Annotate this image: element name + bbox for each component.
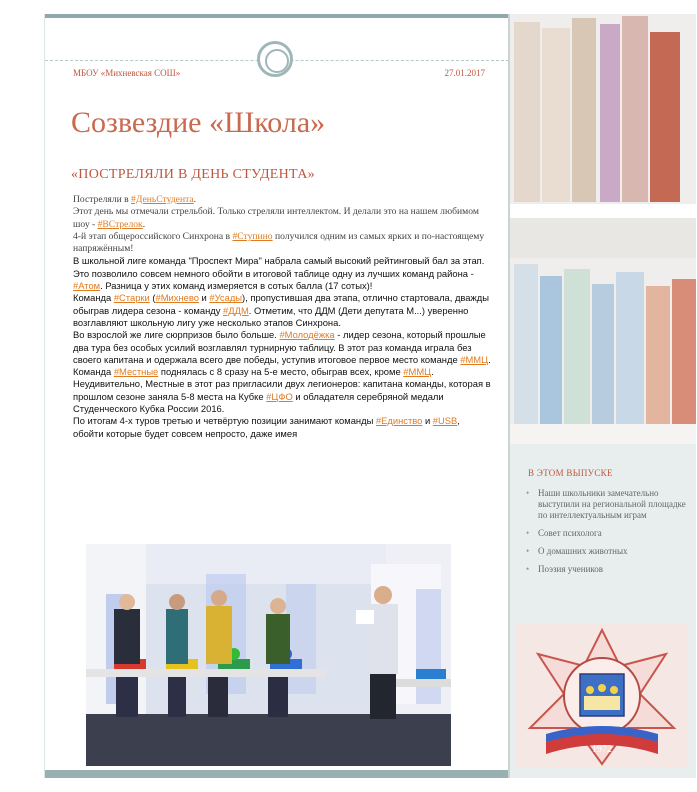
newsletter-page bbox=[44, 14, 509, 778]
sidebar bbox=[508, 14, 696, 778]
paragraph-text: По итогам 4-х туров третью и четвёртую позиции занимают команды bbox=[73, 415, 376, 427]
paragraph-text: ( bbox=[149, 292, 156, 304]
hashtag-link[interactable]: #Местные bbox=[113, 366, 159, 378]
paragraph-text: поднялась с 8 сразу на 5-е место, обыграв всех, кроме bbox=[158, 366, 404, 378]
hashtag-link[interactable]: #ДеньСтудента bbox=[131, 194, 194, 205]
paragraph-text: . bbox=[142, 218, 146, 230]
school-name: МБОУ «Михневская СОШ» bbox=[73, 68, 181, 78]
article-paragraph bbox=[73, 231, 493, 256]
page-title: Созвездие «Школа» bbox=[71, 106, 326, 139]
paragraph-text: и обладателя серебряной медали Студенческого Кубка России 2016. bbox=[73, 390, 444, 415]
article-paragraph bbox=[73, 194, 493, 206]
paragraph-text: Этот день мы отмечали стрельбой. Только стреляли интеллектом. И делали это на нашем любимом шоу - bbox=[73, 206, 479, 230]
hashtag-link[interactable]: #Молодёжка bbox=[279, 329, 335, 341]
paragraph-text: Команда bbox=[73, 366, 114, 378]
paragraph-text: . Неудивительно, Местные в этот раз пригласили двух легионеров: капитана команды, которая в прошлом сезоне заняла 5-8 места на Кубке bbox=[73, 366, 491, 402]
ornament-icon bbox=[257, 41, 293, 77]
event-photo-image bbox=[86, 544, 451, 766]
paragraph-text: . bbox=[193, 194, 197, 205]
bookshelf-image bbox=[510, 14, 696, 444]
article-paragraph bbox=[73, 329, 493, 366]
emblem-image bbox=[516, 624, 688, 768]
article-title: «ПОСТРЕЛЯЛИ В ДЕНЬ СТУДЕНТА» bbox=[71, 167, 315, 182]
article-paragraph bbox=[73, 415, 493, 440]
paragraph-text: - лидер сезона, который прошлые два тура без особых усилий возглавлял турнирную таблицу. В этот раз команда играла без своего капитана и одержала всего две победы, уступив итоговое первое место команде bbox=[73, 329, 486, 365]
bottom-band bbox=[45, 770, 509, 778]
emblem-year: 1972 bbox=[592, 744, 612, 755]
paragraph-text: Команда bbox=[73, 292, 114, 304]
hashtag-link[interactable]: #USB bbox=[432, 415, 458, 427]
hashtag-link[interactable]: #Единство bbox=[375, 415, 423, 427]
paragraph-text: получился одним из самых ярких и по-настоящему напряжённым! bbox=[73, 230, 485, 255]
issue-contents-heading: В ЭТОМ ВЫПУСКЕ bbox=[528, 468, 613, 478]
hashtag-link[interactable]: #ДДМ bbox=[223, 304, 249, 316]
hashtag-link[interactable]: #Усады bbox=[209, 292, 243, 304]
hashtag-link[interactable]: #Ступино bbox=[232, 230, 273, 242]
article-paragraph bbox=[73, 255, 493, 292]
paragraph-text: ), пропустившая два этапа, отлично стартовала, дважды обыграв лидера сезона - команду bbox=[73, 292, 490, 316]
paragraph-text: Постреляли в bbox=[73, 194, 132, 205]
hashtag-link[interactable]: #Атом bbox=[73, 280, 101, 292]
paragraph-text: . bbox=[488, 353, 491, 365]
hashtag-link[interactable]: #ММЦ bbox=[403, 366, 432, 378]
list-item[interactable]: • Наши школьники замечательно выступили на региональной площадке по интеллектуальным играм bbox=[524, 488, 690, 521]
school-emblem bbox=[516, 624, 688, 768]
paragraph-text: В школьной лиге команда "Проспект Мира" набрала самый высокий рейтинговый бал за этап. Это позволило совсем немного обойти в итоговой таблице одну из лучших команд района - bbox=[73, 255, 485, 279]
hashtag-link[interactable]: #ВСтрелок bbox=[97, 218, 143, 230]
top-band bbox=[45, 14, 509, 18]
bookshelf-photo bbox=[510, 14, 696, 444]
article-paragraph bbox=[73, 206, 493, 231]
article-paragraph bbox=[73, 366, 493, 415]
hashtag-link[interactable]: #Михнево bbox=[155, 292, 199, 304]
list-item[interactable]: • Поэзия учеников bbox=[524, 564, 690, 575]
list-item[interactable]: • О домашних животных bbox=[524, 546, 690, 557]
paragraph-text: и bbox=[422, 415, 433, 427]
paragraph-text: , обойти которые будет совсем непросто, даже имея bbox=[73, 415, 460, 439]
article-paragraph bbox=[73, 292, 493, 329]
paragraph-text: . Отметим, что ДДМ (Дети депутата М...) уверенно возглавляют школьную лигу уже несколько этапов Синхрона. bbox=[73, 304, 469, 328]
hashtag-link[interactable]: #ММЦ bbox=[460, 353, 489, 365]
issue-contents-list bbox=[524, 488, 690, 582]
event-photo bbox=[86, 544, 451, 766]
list-item[interactable]: • Совет психолога bbox=[524, 528, 690, 539]
paragraph-text: . Разница у этих команд измеряется в сотых балла (17 сотых)! bbox=[100, 280, 373, 292]
paragraph-text: 4-й этап общероссийского Синхрона в bbox=[73, 230, 233, 242]
paragraph-text: и bbox=[198, 292, 210, 304]
hashtag-link[interactable]: #Старки bbox=[113, 292, 150, 304]
issue-date: 27.01.2017 bbox=[444, 68, 485, 78]
paragraph-text: Во взрослой же лиге сюрпризов было больше. bbox=[73, 329, 280, 341]
article-body bbox=[73, 194, 493, 440]
hashtag-link[interactable]: #ЦФО bbox=[266, 390, 293, 402]
